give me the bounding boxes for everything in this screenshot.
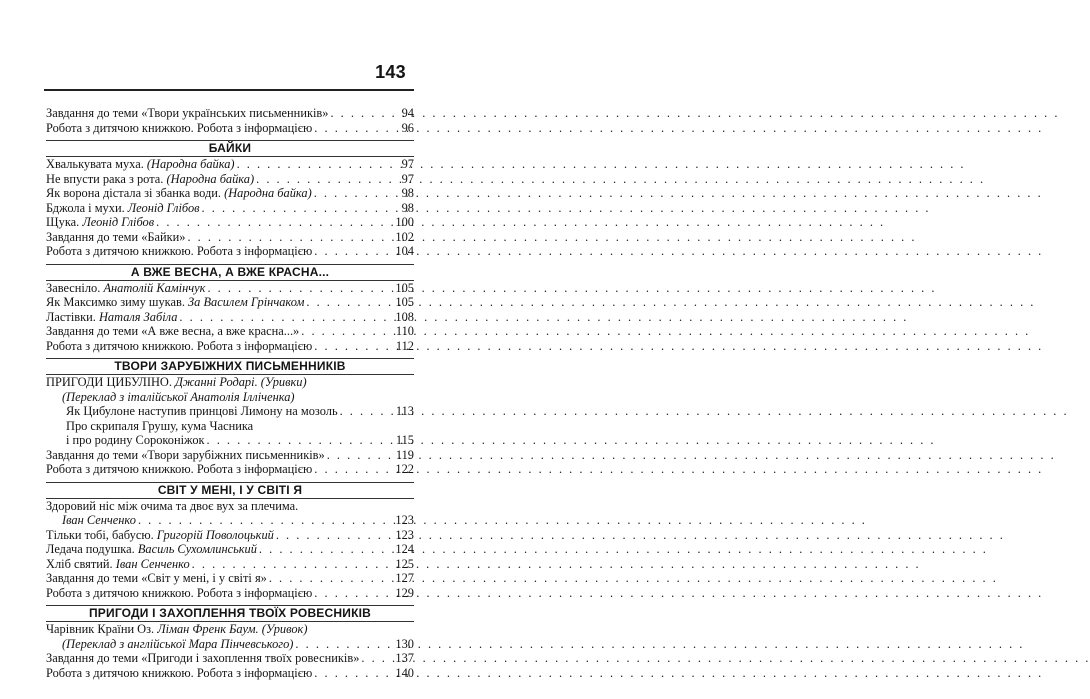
section-heading: ПРИГОДИ І ЗАХОПЛЕННЯ ТВОЇХ РОВЕСНИКІВ [46,605,414,622]
leader-dots [200,201,401,216]
leader-dots [312,586,394,601]
entry-title: Щука. [46,215,83,229]
leader-dots [154,215,394,230]
toc-entry [46,528,414,543]
entry-page: 108 [395,309,414,324]
entry-title: Тільки тобі, бабусю. [46,527,157,542]
entry-author: (Народна байка) [146,157,235,171]
section-heading: А ВЖЕ ВЕСНА, А ВЖЕ КРАСНА... [46,264,414,281]
toc-entry [46,513,414,528]
entry-title: Як Максимко зиму шукав. [46,295,189,309]
entry-title: Робота з дитячою книжкою. Робота з інформацією [46,120,313,135]
toc-entry [46,121,414,136]
entry-author: (Народна байка) [224,186,312,200]
leader-dots [205,433,395,448]
leader-dots [267,571,395,586]
entry-translation: (Переклад з англійської Мара Пінчевського) [62,636,294,651]
toc-entry [46,622,414,637]
entry-author: Леонід Глібов [127,200,200,215]
entry-author: Наталя Забіла [98,309,178,324]
entry-title: Завдання до теми «Байки» [46,229,186,244]
toc-entry [46,433,414,448]
entry-title: Бджола і мухи. [46,200,128,215]
entry-page: 97 [401,157,414,171]
entry-page: 122 [395,462,414,476]
section-heading: ТВОРИ ЗАРУБІЖНИХ ПИСЬМЕННИКІВ [46,358,414,375]
entry-title: Здоровий ніс між очима та двоє вух за плечима. [46,498,299,513]
toc-entry [46,186,414,201]
toc-entry [46,637,414,652]
entry-title: Про скрипаля Грушу, кума Часника [66,418,254,433]
entry-page: 100 [395,215,414,229]
entry-author: (Народна байка) [166,171,255,186]
entry-page: 127 [395,571,414,585]
toc-entry [46,310,414,325]
leader-dots [312,339,395,354]
entry-author: Анатолій Камінчук [103,280,206,295]
leader-dots [185,230,394,245]
section-heading: БАЙКИ [46,140,414,157]
toc-entry [46,666,414,681]
entry-title: Чарівник Країни Оз. [46,622,158,636]
entry-title: Не впусти рака з рота. [46,171,167,186]
entry-page: 123 [395,513,414,527]
entry-page: 102 [395,229,414,244]
entry-page: 104 [395,244,414,258]
leader-dots [257,542,394,557]
entry-page: 96 [401,120,414,135]
leader-dots [299,324,395,339]
entry-author: За Василем Грінчаком [188,295,305,309]
entry-page: 137 [395,651,414,665]
toc-entry [46,201,414,216]
entry-author: Іван Сенченко [62,513,136,527]
entry-page: 129 [395,585,414,600]
toc-entry [46,542,414,557]
entry-page: 98 [401,186,414,200]
entry-author: Леонід Глібов [82,215,155,229]
entry-title: Завесніло. [46,280,104,295]
entry-page: 124 [395,542,414,556]
entry-page: 125 [395,556,414,571]
entry-title: Завдання до теми «Твори зарубіжних письменників» [46,447,325,462]
toc-entry [46,230,414,245]
leader-dots [328,106,400,121]
toc-entry [46,172,414,187]
toc-entry [46,651,414,666]
entry-page: 105 [395,280,414,295]
leader-dots [338,404,395,419]
toc-entry [46,324,414,339]
entry-author: Василь Сухомлинський [137,542,257,556]
story-author: Джанні Родарі. (Уривки) [175,375,307,389]
header-rule [44,89,414,91]
story-translation: (Переклад з італійської Анатолія Ілліченка) [62,389,295,404]
entry-page: 130 [395,636,414,651]
entry-title: Завдання до теми «Світ у мені, і у світі я» [46,571,267,585]
entry-author: Ліман Френк Баум. (Уривок) [157,622,308,636]
entry-page: 110 [395,324,414,338]
entry-page: 115 [395,433,414,447]
leader-dots [325,448,395,463]
entry-title: Хвалькувата муха. [46,157,147,171]
toc-entry [46,448,414,463]
toc-entry [46,462,414,477]
section-heading: СВІТ У МЕНІ, І У СВІТІ Я [46,482,414,499]
leader-dots [359,651,394,666]
entry-title: Як Цибулоне наступив принцові Лимону на мозоль [66,404,338,418]
entry-author: Іван Сенченко [115,556,190,571]
story-translation-line [46,390,414,405]
toc-entry [46,571,414,586]
toc-entry [46,244,414,259]
leader-dots [190,557,395,572]
entry-title: Робота з дитячою книжкою. Робота з інформацією [46,665,313,680]
entry-author: Григорій Поволоцький [156,527,274,542]
toc-entry [46,157,414,172]
entry-page: 123 [395,527,414,542]
story-title-line [46,375,414,390]
entry-title: Завдання до теми «Твори українських письменників» [46,106,329,120]
leader-dots [235,157,401,172]
entry-title: Хліб святий. [46,556,116,571]
entry-page: 105 [395,295,414,309]
leader-dots [312,186,401,201]
entry-page: 112 [395,338,414,353]
entry-page: 94 [401,106,414,120]
entry-title: Завдання до теми «Пригоди і захоплення твоїх ровесників» [46,651,360,665]
entry-title: Ледача подушка. [46,542,138,556]
leader-dots [312,121,400,136]
entry-title: Завдання до теми «А вже весна, а вже красна...» [46,324,300,338]
page-number: 143 [375,62,406,82]
leader-dots [312,462,394,477]
leader-dots [177,310,394,325]
leader-dots [304,295,394,310]
entry-title: Робота з дитячою книжкою. Робота з інформацією [46,244,313,258]
toc-entry [46,215,414,230]
toc-entry [46,586,414,601]
leader-dots [205,281,394,296]
entry-title: Як ворона дістала зі збанка води. [46,186,225,200]
toc-entry [46,557,414,572]
toc-entry [46,499,414,514]
entry-title: Робота з дитячою книжкою. Робота з інформацією [46,462,313,476]
entry-title: і про родину Сороконіжок [66,433,205,447]
entry-page: 98 [401,200,414,215]
toc-entry [46,404,414,419]
leader-dots [136,513,394,528]
entry-title: Робота з дитячою книжкою. Робота з інформацією [46,585,313,600]
leader-dots [312,666,394,681]
entry-page: 119 [395,447,414,462]
entry-page: 97 [401,171,414,186]
entry-title: Ластівки. [46,309,99,324]
leader-dots [254,172,400,187]
toc-entry [46,295,414,310]
leader-dots [293,637,394,652]
story-title: ПРИГОДИ ЦИБУЛІНО. [46,375,176,389]
leader-dots [274,528,395,543]
entry-page: 140 [395,665,414,680]
entry-page: 113 [395,404,414,418]
table-of-contents [46,106,414,680]
toc-entry [46,106,414,121]
toc-entry [46,281,414,296]
leader-dots [312,244,394,259]
toc-entry [46,339,414,354]
entry-title: Робота з дитячою книжкою. Робота з інформацією [46,338,313,353]
toc-entry [46,419,414,434]
